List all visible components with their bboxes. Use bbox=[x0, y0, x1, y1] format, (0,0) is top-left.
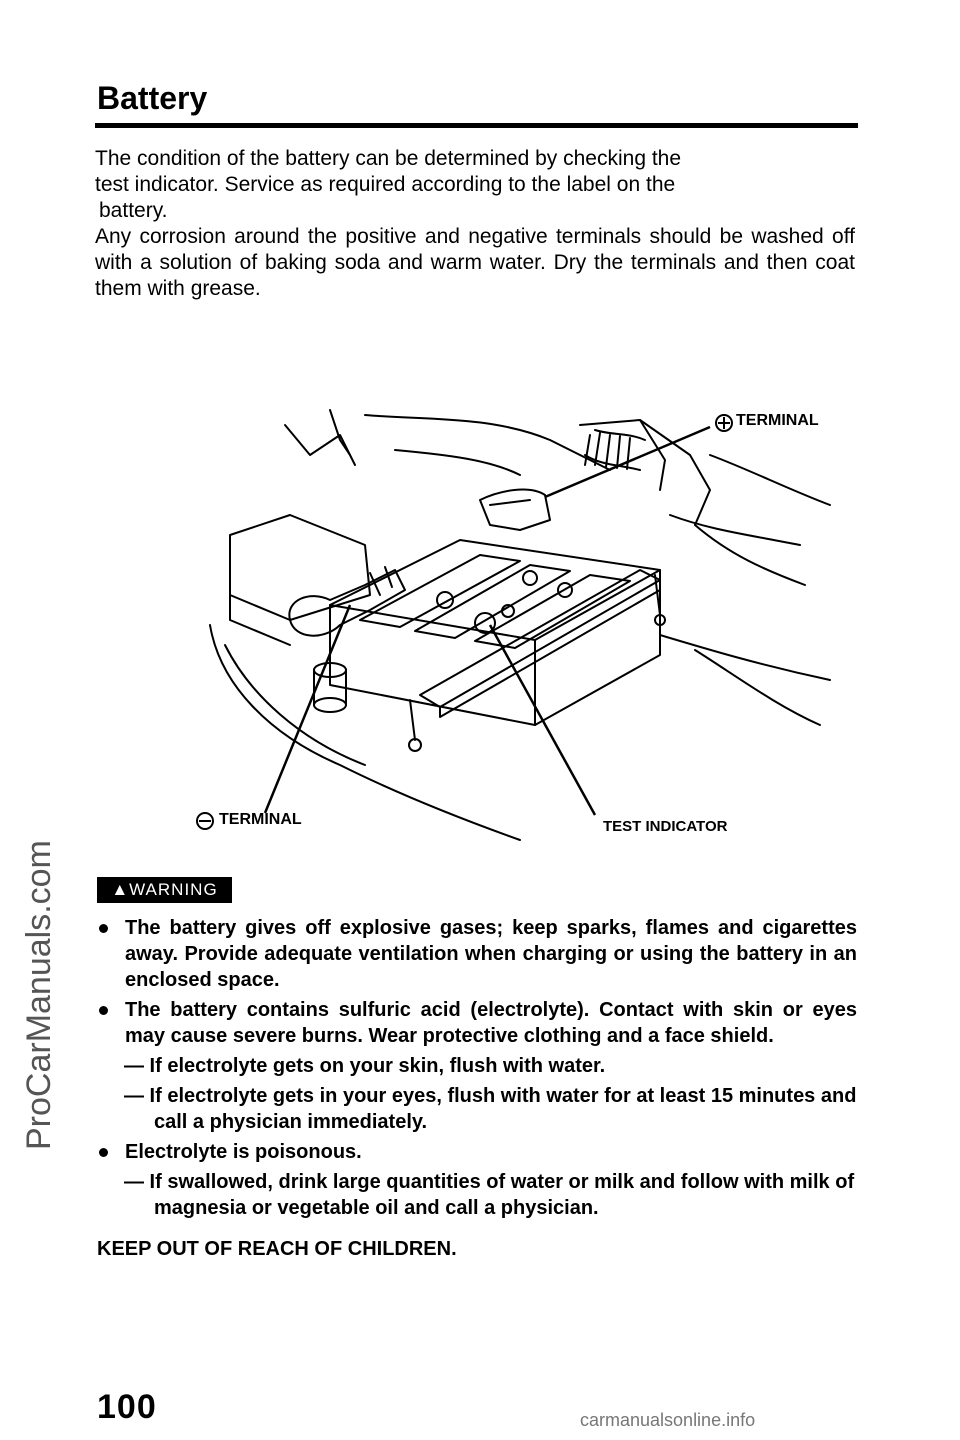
warning-item-2: The battery contains sulfuric acid (electrolyte). Contact with skin or eyes may cause severe burns. Wear protective clothing and a face shield. bbox=[97, 997, 857, 1049]
intro-line-3: battery. bbox=[99, 199, 168, 222]
battery-diagram bbox=[190, 395, 850, 865]
warning-list bbox=[97, 915, 857, 1225]
warning-item-2-sub-1: — If electrolyte gets on your skin, flush with water. bbox=[124, 1055, 606, 1077]
warning-badge-text: WARNING bbox=[129, 880, 218, 899]
warning-item-3: Electrolyte is poisonous. bbox=[97, 1139, 857, 1165]
page-title: Battery bbox=[97, 80, 208, 116]
warning-badge bbox=[97, 877, 232, 903]
page-number: 100 bbox=[97, 1388, 157, 1426]
intro-line-2: test indicator. Service as required according to the label on the bbox=[95, 173, 676, 196]
title-rule bbox=[95, 123, 858, 128]
warning-item-3-sub-1: — If swallowed, drink large quantities of water or milk and follow with milk of magnesia or vegetable oil and call a physician. bbox=[124, 1171, 855, 1219]
intro-paragraph-1 bbox=[95, 146, 855, 224]
intro-text bbox=[95, 146, 855, 302]
positive-terminal-label: TERMINAL bbox=[736, 412, 819, 429]
keep-out-notice: KEEP OUT OF REACH OF CHILDREN. bbox=[97, 1238, 457, 1260]
warning-item-2-sub-2: — If electrolyte gets in your eyes, flush with water for at least 15 minutes and call a physician immediately. bbox=[124, 1085, 857, 1133]
intro-line-1: The condition of the battery can be determined by checking the bbox=[95, 147, 682, 170]
footer-source: carmanualsonline.info bbox=[580, 1410, 756, 1430]
watermark: ProCarManuals.com bbox=[20, 840, 58, 1150]
warning-item-1: The battery gives off explosive gases; keep sparks, flames and cigarettes away. Provide adequate ventilation when charging or using the battery in an enclosed space. bbox=[97, 915, 857, 993]
warning-triangle-icon: ▲ bbox=[111, 880, 130, 899]
intro-paragraph-2: Any corrosion around the positive and negative terminals should be washed off with a solution of baking soda and warm water. Dry the terminals and then coat them with grease. bbox=[95, 225, 855, 300]
test-indicator-label: TEST INDICATOR bbox=[603, 818, 728, 835]
negative-terminal-label: TERMINAL bbox=[219, 811, 302, 828]
